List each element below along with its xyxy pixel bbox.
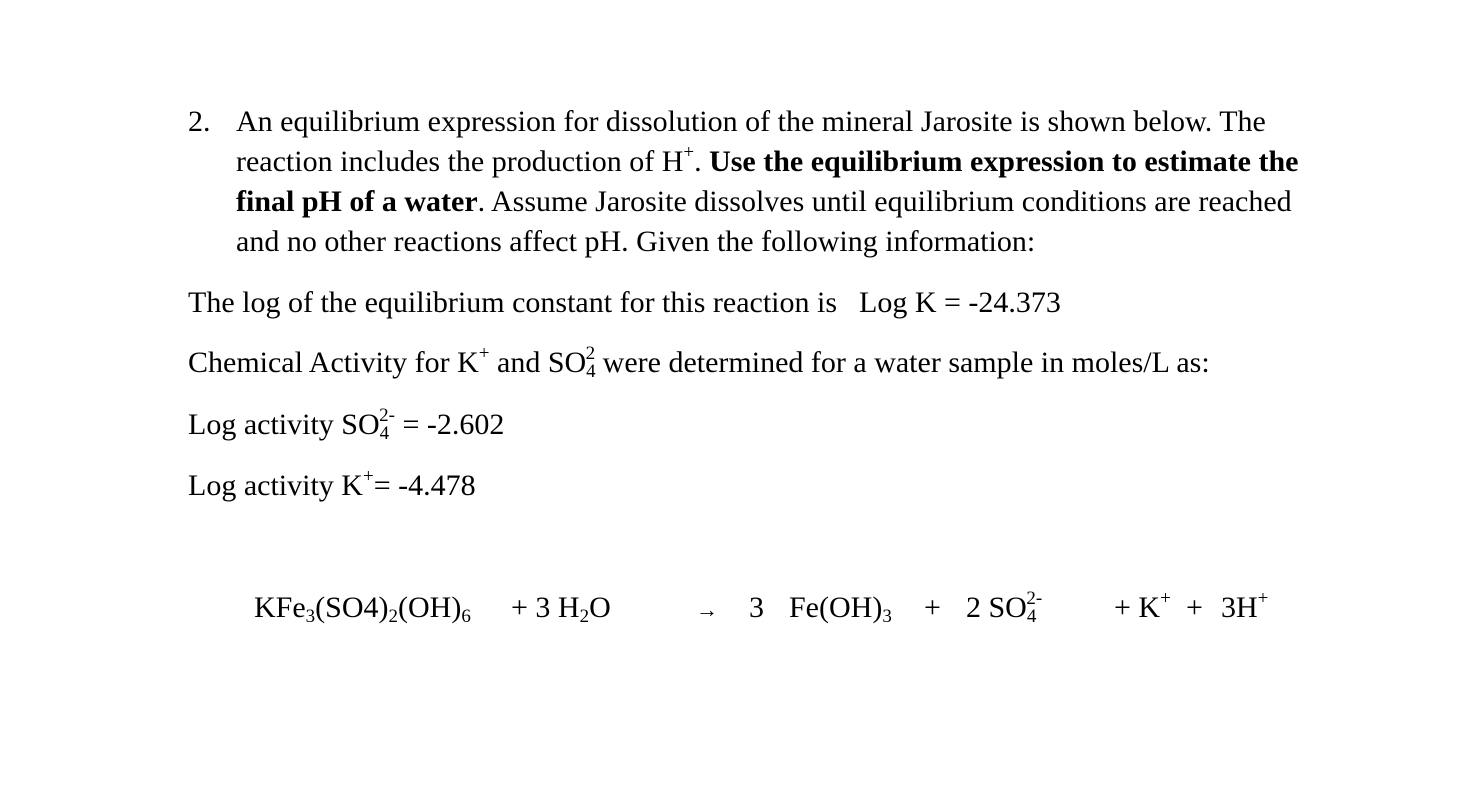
so4-activity-subscript: 4 xyxy=(379,423,390,444)
jarosite-part-3: (OH) xyxy=(398,591,462,624)
jarosite-sub-1: 3 xyxy=(305,606,316,627)
question-text xyxy=(236,102,1381,262)
so4-activity-line xyxy=(188,405,504,445)
k-activity-value: = -4.478 xyxy=(373,469,476,502)
activity-intro-text: Chemical Activity for K xyxy=(188,346,479,379)
product-potassium xyxy=(1114,588,1171,628)
hydrogen-charge: + xyxy=(1257,588,1269,609)
k-activity-charge: + xyxy=(362,466,374,487)
k-activity-label: Log activity K xyxy=(188,469,363,502)
plus-sign-1: + xyxy=(924,591,941,624)
potassium-charge: + xyxy=(1160,588,1171,609)
water-part-2: O xyxy=(589,591,611,624)
question-line-4: and no other reactions affect pH. Given the following information: xyxy=(236,225,1036,258)
iron-hydroxide-text: Fe(OH) xyxy=(789,591,883,624)
activity-intro-line xyxy=(188,343,1210,383)
iron-hydroxide-subscript: 3 xyxy=(882,606,892,627)
question-line-1: An equilibrium expression for dissolution of the mineral Jarosite is shown below. The xyxy=(236,105,1266,138)
question-number: 2. xyxy=(188,105,211,138)
reaction-arrow-icon: → xyxy=(696,597,718,622)
jarosite-sub-2: 2 xyxy=(388,606,399,627)
question-line-3 xyxy=(236,182,1381,222)
reactant-water xyxy=(511,588,611,628)
jarosite-part-1: KFe xyxy=(254,591,306,624)
question-2 xyxy=(188,102,1388,262)
question-line-2 xyxy=(236,142,1381,182)
question-line-3-text: . Assume Jarosite dissolves until equilibrium conditions are reached xyxy=(477,185,1292,218)
potassium-text: + K xyxy=(1114,591,1161,624)
water-subscript: 2 xyxy=(579,606,590,627)
jarosite-sub-3: 6 xyxy=(461,606,471,627)
sulfate-subscript: 4 xyxy=(1026,606,1037,627)
sulfate-text: 2 SO xyxy=(966,591,1027,624)
activity-intro-end: were determined for a water sample in moles/L as: xyxy=(595,346,1210,379)
h-plus-superscript: + xyxy=(683,142,695,163)
activity-intro-mid: and SO xyxy=(489,346,587,379)
product-sulfate xyxy=(966,588,1042,628)
log-k-line xyxy=(188,283,1061,323)
k-activity-line xyxy=(188,466,476,506)
so4-activity-charge: 2- xyxy=(379,405,395,426)
water-part-1: + 3 H xyxy=(511,591,580,624)
jarosite-part-2: (SO4) xyxy=(315,591,389,624)
product-coefficient: 3 xyxy=(749,591,764,624)
product-iron-hydroxide xyxy=(789,588,892,628)
question-instruction-bold-1: Use the equilibrium expression to estimate the xyxy=(709,145,1299,178)
log-k-text: The log of the equilibrium constant for this reaction is xyxy=(188,286,838,319)
hydrogen-text: 3H xyxy=(1221,591,1258,624)
k-plus-superscript: + xyxy=(478,343,490,364)
sulfate-charge: 2- xyxy=(1026,588,1043,609)
question-line-2-punct: . xyxy=(694,145,710,178)
so4-charge-superscript: 2 xyxy=(585,343,596,364)
plus-sign-2: + xyxy=(1186,591,1203,624)
log-k-value: Log K = -24.373 xyxy=(859,286,1061,319)
question-line-2-text: reaction includes the production of H xyxy=(236,145,684,178)
so4-activity-value: = -2.602 xyxy=(394,408,505,441)
question-instruction-bold-2: final pH of a water xyxy=(236,185,478,218)
reactant-jarosite xyxy=(254,588,471,628)
product-hydrogen xyxy=(1221,588,1268,628)
so4-subscript: 4 xyxy=(586,361,596,382)
so4-activity-label: Log activity SO xyxy=(188,408,380,441)
